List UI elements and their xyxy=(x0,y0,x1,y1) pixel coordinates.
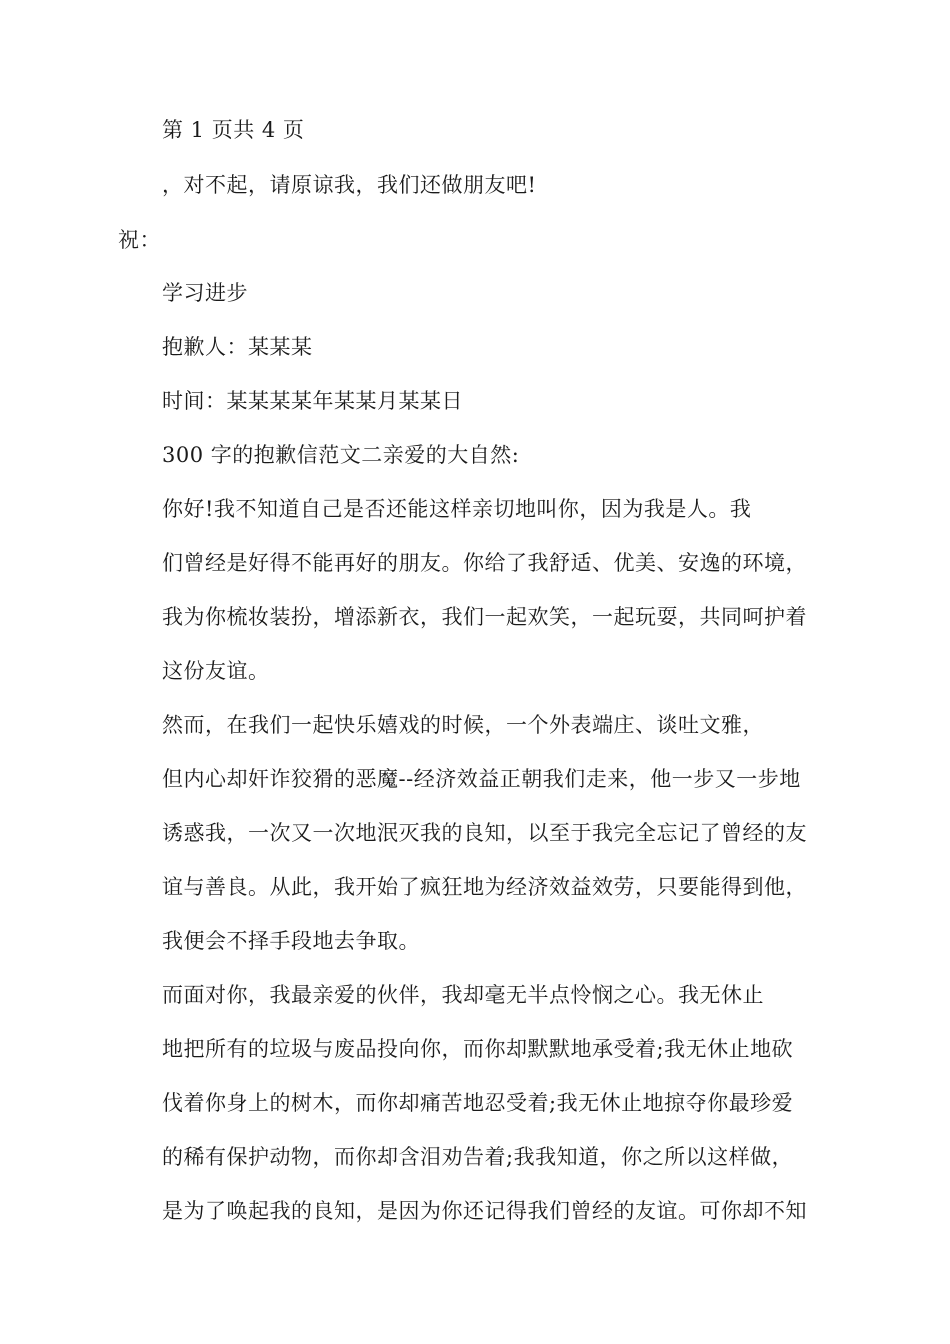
signature-line: 抱歉人：某某某 xyxy=(162,335,313,359)
text-line: 我便会不择手段地去争取。 xyxy=(162,929,420,953)
text-line: ，对不起，请原谅我，我们还做朋友吧! xyxy=(162,173,537,197)
text-line: 学习进步 xyxy=(162,281,248,305)
date-line: 时间：某某某某年某某月某某日 xyxy=(162,389,463,413)
text-line: 这份友谊。 xyxy=(162,659,270,683)
text-line: 但内心却奸诈狡猾的恶魔--经济效益正朝我们走来，他一步又一步地 xyxy=(162,767,801,791)
text-line: 而面对你，我最亲爱的伙伴，我却毫无半点怜悯之心。我无休止 xyxy=(162,983,764,1007)
text-line: 谊与善良。从此，我开始了疯狂地为经济效益效劳，只要能得到他， xyxy=(162,875,807,899)
text-line: 你好!我不知道自己是否还能这样亲切地叫你，因为我是人。我 xyxy=(162,497,752,521)
text-line: 我为你梳妆装扮，增添新衣，我们一起欢笑，一起玩耍，共同呵护着 xyxy=(162,605,807,629)
text-line: 是为了唤起我的良知，是因为你还记得我们曾经的友谊。可你却不知 xyxy=(162,1199,807,1223)
text-line: 伐着你身上的树木，而你却痛苦地忍受着;我无休止地掠夺你最珍爱 xyxy=(162,1091,794,1115)
text-line: 地把所有的垃圾与废品投向你，而你却默默地承受着;我无休止地砍 xyxy=(162,1037,794,1061)
text-line: 的稀有保护动物，而你却含泪劝告着;我我知道，你之所以这样做， xyxy=(162,1145,794,1169)
page-number: 第 1 页共 4 页 xyxy=(162,118,305,142)
text-line: 们曾经是好得不能再好的朋友。你给了我舒适、优美、安逸的环境， xyxy=(162,551,807,575)
section-heading: 300 字的抱歉信范文二亲爱的大自然: xyxy=(162,443,520,467)
text-line: 诱惑我，一次又一次地泯灭我的良知，以至于我完全忘记了曾经的友 xyxy=(162,821,807,845)
text-line: 然而，在我们一起快乐嬉戏的时候，一个外表端庄、谈吐文雅， xyxy=(162,713,764,737)
salutation-line: 祝： xyxy=(118,228,161,252)
